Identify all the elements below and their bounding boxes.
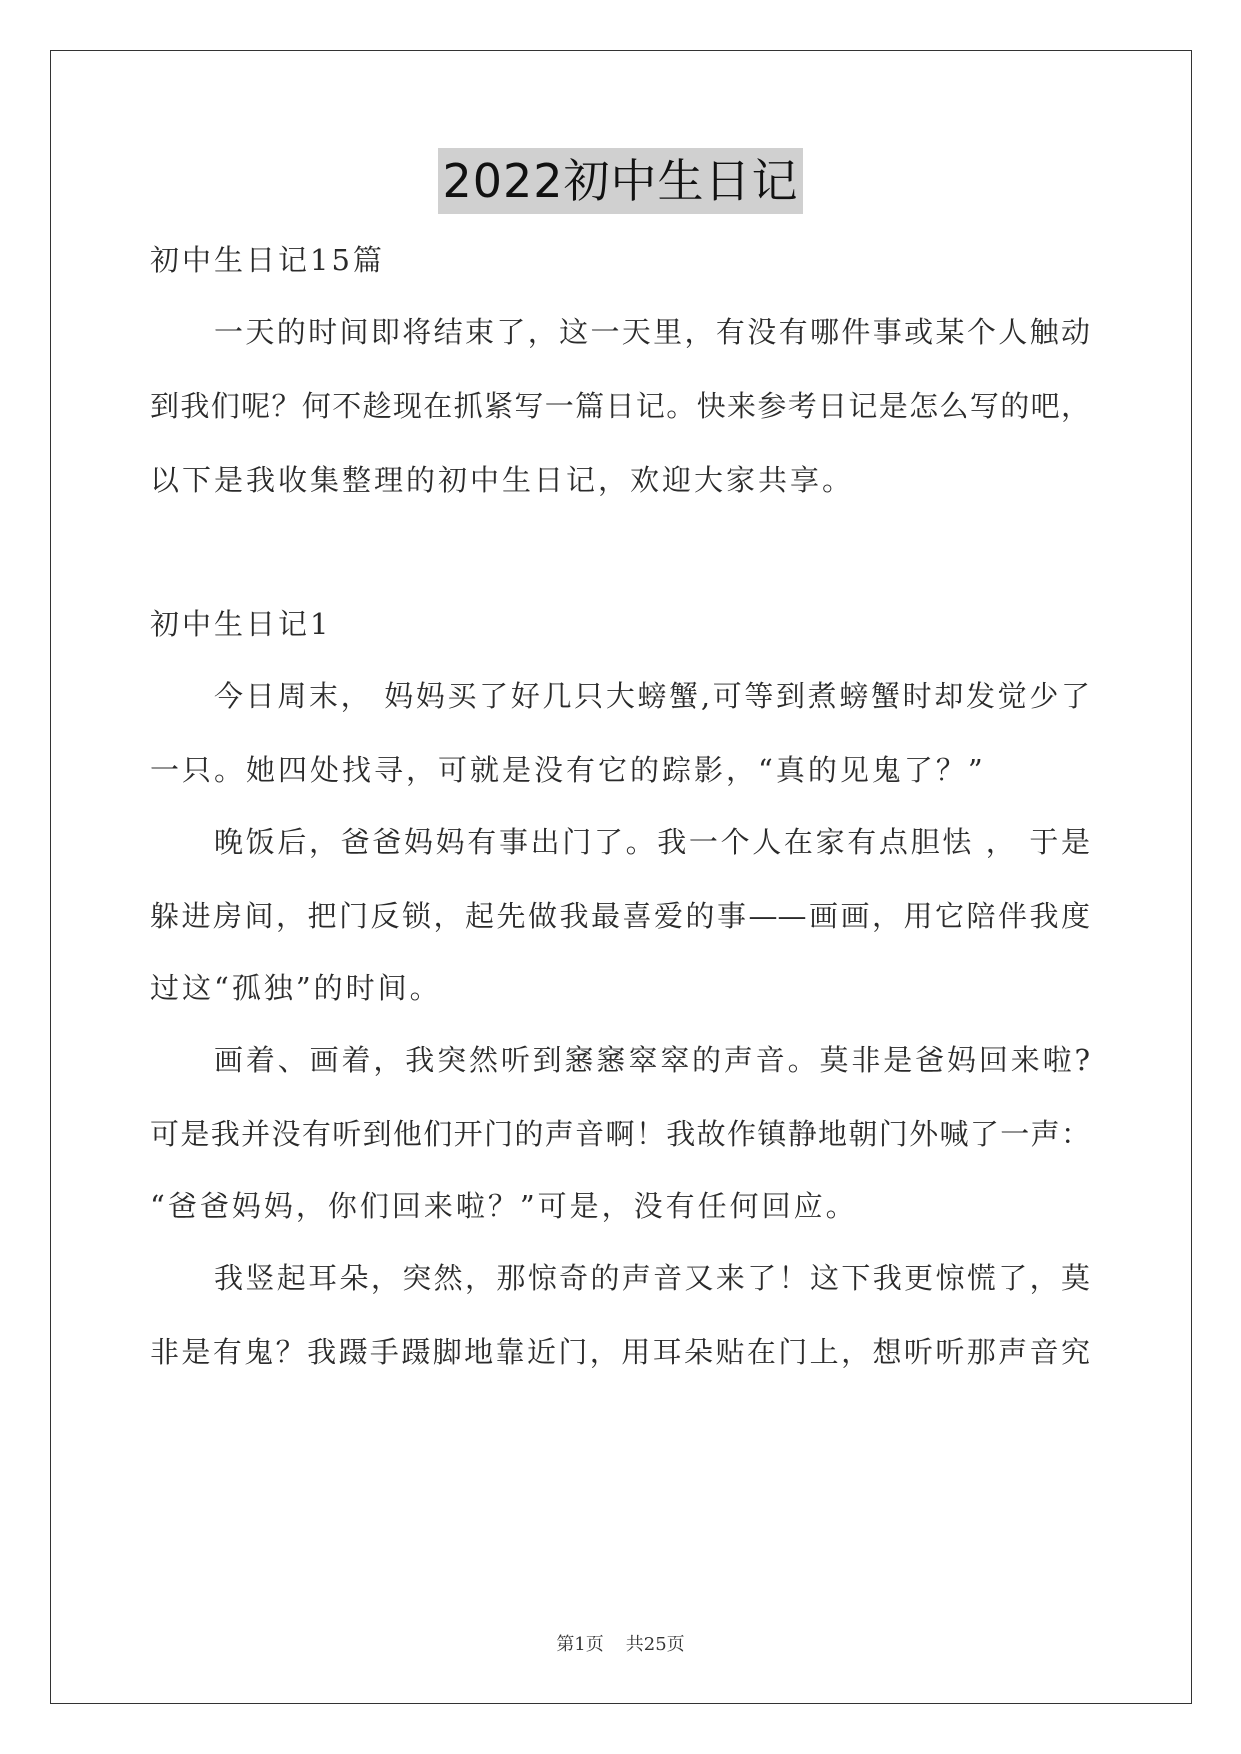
paragraph-line: “爸爸妈妈，你们回来啦？”可是，没有任何回应。 [150, 1189, 858, 1223]
paragraph-line: 到我们呢？何不趁现在抓紧写一篇日记。快来参考日记是怎么写的吧， [150, 389, 1090, 423]
section-heading: 初中生日记15篇 [150, 243, 385, 277]
paragraph-line: 可是我并没有听到他们开门的声音啊！我故作镇静地朝门外喊了一声： [150, 1117, 1090, 1151]
paragraph-line: 以下是我收集整理的初中生日记，欢迎大家共享。 [150, 463, 855, 497]
paragraph-line: 今日周末， 妈妈买了好几只大螃蟹,可等到煮螃蟹时却发觉少了 [214, 679, 1090, 713]
paragraph-line: 过这“孤独”的时间。 [150, 971, 442, 1005]
paragraph-line: 晚饭后，爸爸妈妈有事出门了。我一个人在家有点胆怯 ， 于是 [214, 825, 1090, 859]
title-wrap [0, 148, 1241, 214]
page-total: 共25页 [625, 1634, 685, 1655]
paragraph-line: 躲进房间，把门反锁，起先做我最喜爱的事——画画，用它陪伴我度 [150, 899, 1090, 933]
paragraph-line: 我竖起耳朵，突然，那惊奇的声音又来了！这下我更惊慌了，莫 [214, 1261, 1090, 1295]
page-footer [0, 1630, 1241, 1656]
page-border [50, 50, 1192, 1704]
document-title: 2022初中生日记 [438, 148, 802, 214]
paragraph-line: 一只。她四处找寻，可就是没有它的踪影，“真的见鬼了？” [150, 753, 986, 787]
paragraph-line: 一天的时间即将结束了，这一天里，有没有哪件事或某个人触动 [214, 315, 1090, 349]
paragraph-line: 画着、画着，我突然听到窸窸窣窣的声音。莫非是爸妈回来啦? [214, 1043, 1090, 1077]
page-number: 第1页 [556, 1634, 604, 1655]
section-heading: 初中生日记1 [150, 607, 332, 641]
paragraph-line: 非是有鬼？我蹑手蹑脚地靠近门，用耳朵贴在门上，想听听那声音究 [150, 1335, 1090, 1369]
